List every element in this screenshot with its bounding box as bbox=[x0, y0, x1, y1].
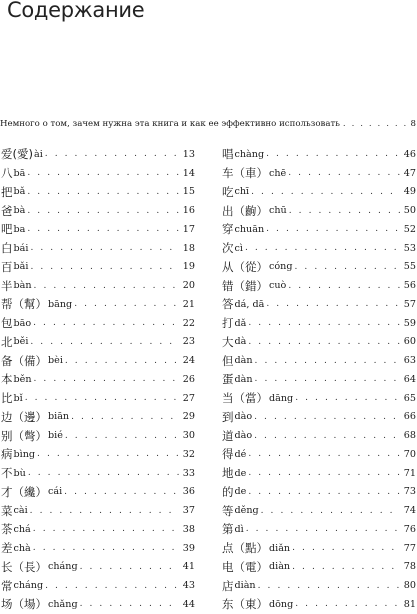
entry-page: 78 bbox=[403, 561, 416, 573]
toc-entry[interactable] bbox=[222, 314, 416, 333]
entry-page: 56 bbox=[403, 280, 416, 292]
entry-pinyin: bàn bbox=[13, 280, 32, 292]
entry-pinyin: chǎng bbox=[48, 598, 78, 610]
toc-entry[interactable] bbox=[222, 295, 416, 314]
entry-pinyin: dāng bbox=[269, 392, 294, 404]
dot-leader bbox=[244, 524, 400, 534]
dot-leader bbox=[292, 262, 400, 272]
dot-leader bbox=[246, 468, 400, 478]
toc-entry[interactable] bbox=[1, 426, 195, 445]
dot-leader bbox=[69, 412, 179, 422]
dot-leader bbox=[63, 356, 179, 366]
entry-hanzi: 出（齣） bbox=[222, 203, 268, 218]
toc-entry[interactable] bbox=[222, 464, 416, 483]
dot-leader bbox=[249, 187, 400, 197]
entry-pinyin: chá bbox=[13, 523, 31, 535]
toc-entry[interactable] bbox=[222, 520, 416, 539]
dot-leader bbox=[43, 149, 179, 159]
entry-page: 32 bbox=[182, 448, 195, 460]
entry-page: 33 bbox=[182, 467, 195, 479]
entry-hanzi: 把 bbox=[1, 184, 13, 199]
dot-leader bbox=[43, 581, 179, 591]
entry-hanzi: 边（邊） bbox=[1, 409, 47, 424]
entry-page: 38 bbox=[182, 523, 195, 535]
entry-hanzi: 当（當） bbox=[222, 391, 268, 406]
entry-pinyin: de bbox=[234, 467, 247, 479]
entry-pinyin: chàng bbox=[234, 148, 265, 160]
entry-hanzi: 大 bbox=[222, 334, 234, 349]
entry-page: 70 bbox=[403, 448, 416, 460]
dot-leader bbox=[293, 393, 400, 403]
dot-leader bbox=[287, 206, 400, 216]
dot-leader bbox=[293, 599, 400, 609]
intro-entry[interactable] bbox=[0, 119, 416, 129]
entry-pinyin: dào bbox=[234, 411, 253, 423]
entry-hanzi: 百 bbox=[1, 259, 13, 274]
entry-pinyin: dá, dā bbox=[234, 298, 265, 310]
entry-pinyin: bǐ bbox=[13, 392, 23, 404]
entry-hanzi: 白 bbox=[1, 241, 13, 256]
entry-pinyin: cì bbox=[234, 242, 243, 254]
entry-pinyin: chuān bbox=[234, 223, 265, 235]
entry-pinyin: cuò bbox=[269, 280, 287, 292]
entry-pinyin: bìng bbox=[13, 448, 36, 460]
dot-leader bbox=[31, 318, 179, 328]
entry-page: 68 bbox=[403, 430, 416, 442]
entry-hanzi: 不 bbox=[1, 466, 13, 481]
entry-page: 46 bbox=[403, 148, 416, 160]
entry-page: 76 bbox=[403, 523, 416, 535]
entry-page: 50 bbox=[403, 205, 416, 217]
entry-pinyin: dé bbox=[234, 448, 247, 460]
entry-hanzi: 差 bbox=[1, 541, 13, 556]
entry-page: 81 bbox=[403, 598, 416, 610]
toc-entry[interactable] bbox=[1, 239, 195, 258]
toc-entry[interactable] bbox=[1, 539, 195, 558]
toc-entry[interactable] bbox=[1, 595, 195, 614]
dot-leader bbox=[23, 393, 179, 403]
entry-page: 65 bbox=[403, 392, 416, 404]
entry-page: 43 bbox=[182, 580, 195, 592]
entry-hanzi: 八 bbox=[1, 166, 13, 181]
entry-hanzi: 蛋 bbox=[222, 372, 234, 387]
toc-column-right bbox=[222, 145, 416, 614]
dot-leader bbox=[31, 543, 179, 553]
toc-column-left bbox=[1, 145, 195, 614]
toc-entry[interactable] bbox=[222, 183, 416, 202]
entry-hanzi: 得 bbox=[222, 447, 234, 462]
dot-leader bbox=[264, 299, 400, 309]
entry-page: 19 bbox=[182, 261, 195, 273]
toc-entry[interactable] bbox=[1, 576, 195, 595]
entry-hanzi: 长（長） bbox=[1, 559, 47, 574]
entry-page: 74 bbox=[403, 505, 416, 517]
dot-leader bbox=[252, 412, 400, 422]
entry-page: 14 bbox=[182, 167, 195, 179]
entry-pinyin: bāo bbox=[13, 317, 32, 329]
entry-page: 44 bbox=[182, 598, 195, 610]
entry-hanzi: 别（彆） bbox=[1, 428, 47, 443]
dot-leader bbox=[25, 168, 179, 178]
dot-leader bbox=[72, 299, 179, 309]
entry-page: 53 bbox=[403, 242, 416, 254]
entry-hanzi: 从（從） bbox=[222, 259, 268, 274]
entry-page: 47 bbox=[403, 167, 416, 179]
toc-entry[interactable] bbox=[222, 595, 416, 614]
entry-pinyin: cài bbox=[13, 505, 28, 517]
entry-page: 16 bbox=[182, 205, 195, 217]
entry-pinyin: ài bbox=[33, 148, 43, 160]
dot-leader bbox=[25, 187, 179, 197]
entry-hanzi: 常 bbox=[1, 578, 13, 593]
entry-pinyin: bāng bbox=[48, 298, 73, 310]
dot-leader bbox=[25, 224, 179, 234]
entry-page: 55 bbox=[403, 261, 416, 273]
dot-leader bbox=[286, 168, 400, 178]
toc-entry[interactable] bbox=[1, 351, 195, 370]
entry-hanzi: 茶 bbox=[1, 522, 13, 537]
toc-entry[interactable] bbox=[1, 164, 195, 183]
entry-hanzi: 等 bbox=[222, 503, 234, 518]
entry-hanzi: 备（備） bbox=[1, 353, 47, 368]
toc-entry[interactable] bbox=[1, 370, 195, 389]
dot-leader bbox=[246, 318, 400, 328]
entry-pinyin: bā bbox=[13, 167, 26, 179]
dot-leader bbox=[28, 243, 179, 253]
dot-leader bbox=[78, 562, 179, 572]
entry-page: 21 bbox=[182, 298, 195, 310]
entry-page: 64 bbox=[403, 373, 416, 385]
entry-pinyin: bié bbox=[48, 430, 63, 442]
entry-hanzi: 电（電） bbox=[222, 559, 268, 574]
entry-page: 80 bbox=[403, 580, 416, 592]
entry-page: 60 bbox=[403, 336, 416, 348]
entry-page: 23 bbox=[182, 336, 195, 348]
toc-entry[interactable] bbox=[1, 183, 195, 202]
entry-pinyin: bà bbox=[13, 205, 26, 217]
dot-leader bbox=[28, 337, 179, 347]
entry-page: 59 bbox=[403, 317, 416, 329]
dot-leader bbox=[259, 506, 400, 516]
dot-leader bbox=[32, 374, 180, 384]
entry-page: 15 bbox=[182, 186, 195, 198]
entry-hanzi: 吃 bbox=[222, 184, 234, 199]
entry-pinyin: dǎ bbox=[234, 317, 247, 329]
dot-leader bbox=[290, 562, 400, 572]
entry-pinyin: diàn bbox=[269, 561, 291, 573]
entry-page: 24 bbox=[182, 355, 195, 367]
dot-leader bbox=[28, 506, 179, 516]
entry-hanzi: 点（點） bbox=[222, 541, 268, 556]
entry-hanzi: 到 bbox=[222, 409, 234, 424]
toc-entry[interactable] bbox=[1, 520, 195, 539]
dot-leader bbox=[78, 599, 179, 609]
toc-entry[interactable] bbox=[222, 558, 416, 577]
entry-pinyin: dàn bbox=[234, 373, 253, 385]
entry-page: 20 bbox=[182, 280, 195, 292]
toc-entry[interactable] bbox=[222, 201, 416, 220]
toc-entry[interactable] bbox=[222, 539, 416, 558]
entry-hanzi: 打 bbox=[222, 316, 234, 331]
dot-leader bbox=[31, 524, 179, 534]
toc-entry[interactable] bbox=[222, 276, 416, 295]
entry-page: 71 bbox=[403, 467, 416, 479]
entry-pinyin: dàn bbox=[234, 355, 253, 367]
dot-leader bbox=[340, 119, 409, 129]
entry-hanzi: 次 bbox=[222, 241, 234, 256]
entry-hanzi: 第 bbox=[222, 522, 234, 537]
entry-hanzi: 车（車） bbox=[222, 166, 268, 181]
toc-entry[interactable] bbox=[222, 389, 416, 408]
entry-page: 39 bbox=[182, 542, 195, 554]
entry-pinyin: cái bbox=[48, 486, 63, 498]
entry-page: 13 bbox=[182, 148, 195, 160]
entry-hanzi: 的 bbox=[222, 484, 234, 499]
toc-entry[interactable] bbox=[1, 314, 195, 333]
dot-leader bbox=[35, 449, 179, 459]
toc-entry[interactable] bbox=[1, 295, 195, 314]
entry-pinyin: chē bbox=[269, 167, 287, 179]
entry-page: 30 bbox=[182, 430, 195, 442]
entry-page: 26 bbox=[182, 373, 195, 385]
entry-pinyin: diǎn bbox=[269, 542, 291, 554]
toc-entry[interactable] bbox=[222, 164, 416, 183]
entry-pinyin: běi bbox=[13, 336, 29, 348]
toc-entry[interactable] bbox=[1, 464, 195, 483]
dot-leader bbox=[246, 337, 400, 347]
entry-hanzi: 但 bbox=[222, 353, 234, 368]
entry-hanzi: 包 bbox=[1, 316, 13, 331]
entry-hanzi: 店 bbox=[222, 578, 234, 593]
entry-pinyin: dōng bbox=[269, 598, 294, 610]
entry-page: 18 bbox=[182, 242, 195, 254]
entry-pinyin: bèi bbox=[48, 355, 63, 367]
dot-leader bbox=[246, 449, 400, 459]
entry-hanzi: 答 bbox=[222, 297, 234, 312]
entry-page: 37 bbox=[182, 505, 195, 517]
entry-hanzi: 病 bbox=[1, 447, 13, 462]
entry-page: 41 bbox=[182, 561, 195, 573]
entry-pinyin: dào bbox=[234, 430, 253, 442]
entry-page: 63 bbox=[403, 355, 416, 367]
toc-entry[interactable] bbox=[222, 220, 416, 239]
toc-entry[interactable] bbox=[1, 220, 195, 239]
toc-entry[interactable] bbox=[1, 389, 195, 408]
entry-pinyin: ba bbox=[13, 223, 26, 235]
dot-leader bbox=[32, 281, 179, 291]
toc-entry[interactable] bbox=[222, 258, 416, 277]
entry-pinyin: cháng bbox=[48, 561, 78, 573]
entry-hanzi: 爸 bbox=[1, 203, 13, 218]
toc-entry[interactable] bbox=[222, 501, 416, 520]
toc-entry[interactable] bbox=[222, 239, 416, 258]
dot-leader bbox=[246, 487, 400, 497]
entry-hanzi: 穿 bbox=[222, 222, 234, 237]
entry-hanzi: 错（錯） bbox=[222, 278, 268, 293]
entry-page: 49 bbox=[403, 186, 416, 198]
entry-hanzi: 场（場） bbox=[1, 597, 47, 612]
entry-hanzi: 道 bbox=[222, 428, 234, 443]
entry-page: 17 bbox=[182, 223, 195, 235]
toc-entry[interactable] bbox=[222, 333, 416, 352]
entry-hanzi: 才（纔） bbox=[1, 484, 47, 499]
entry-pinyin: diàn bbox=[234, 580, 256, 592]
toc-entry[interactable] bbox=[1, 445, 195, 464]
entry-hanzi: 帮（幫） bbox=[1, 297, 47, 312]
entry-pinyin: běn bbox=[13, 373, 32, 385]
entry-pinyin: chū bbox=[269, 205, 287, 217]
entry-hanzi: 东（東） bbox=[222, 597, 268, 612]
dot-leader bbox=[243, 243, 400, 253]
toc-entry[interactable] bbox=[222, 426, 416, 445]
toc-entry[interactable] bbox=[1, 558, 195, 577]
entry-hanzi: 菜 bbox=[1, 503, 13, 518]
intro-page-number: 8 bbox=[410, 119, 416, 129]
entry-pinyin: cóng bbox=[269, 261, 293, 273]
entry-hanzi: 地 bbox=[222, 466, 234, 481]
entry-pinyin: dì bbox=[234, 523, 244, 535]
toc-entry[interactable] bbox=[1, 408, 195, 427]
entry-hanzi: 北 bbox=[1, 334, 13, 349]
toc-entry[interactable] bbox=[222, 483, 416, 502]
toc-entry[interactable] bbox=[1, 483, 195, 502]
entry-page: 22 bbox=[182, 317, 195, 329]
toc-entry[interactable] bbox=[222, 408, 416, 427]
dot-leader bbox=[62, 487, 179, 497]
toc-entry[interactable] bbox=[222, 351, 416, 370]
entry-page: 27 bbox=[182, 392, 195, 404]
dot-leader bbox=[264, 149, 400, 159]
entry-pinyin: děng bbox=[234, 505, 259, 517]
dot-leader bbox=[253, 356, 400, 366]
toc-entry[interactable] bbox=[222, 576, 416, 595]
entry-hanzi: 比 bbox=[1, 391, 13, 406]
dot-leader bbox=[253, 374, 400, 384]
toc-entry[interactable] bbox=[1, 258, 195, 277]
toc-entry[interactable] bbox=[1, 276, 195, 295]
dot-leader bbox=[25, 206, 179, 216]
dot-leader bbox=[286, 281, 400, 291]
entry-hanzi: 唱 bbox=[222, 147, 234, 162]
entry-pinyin: bǎi bbox=[13, 261, 29, 273]
entry-page: 52 bbox=[403, 223, 416, 235]
entry-page: 77 bbox=[403, 542, 416, 554]
dot-leader bbox=[256, 581, 400, 591]
entry-pinyin: cháng bbox=[13, 580, 44, 592]
toc-entry[interactable] bbox=[1, 501, 195, 520]
dot-leader bbox=[26, 468, 179, 478]
dot-leader bbox=[264, 224, 400, 234]
entry-pinyin: chà bbox=[13, 542, 31, 554]
entry-hanzi: 本 bbox=[1, 372, 13, 387]
entry-page: 57 bbox=[403, 298, 416, 310]
toc-entry[interactable] bbox=[1, 145, 195, 164]
toc-entry[interactable] bbox=[222, 445, 416, 464]
entry-hanzi: 半 bbox=[1, 278, 13, 293]
toc-entry[interactable] bbox=[222, 145, 416, 164]
entry-pinyin: biān bbox=[48, 411, 70, 423]
entry-pinyin: de bbox=[234, 486, 247, 498]
toc-entry[interactable] bbox=[222, 370, 416, 389]
dot-leader bbox=[63, 431, 179, 441]
dot-leader bbox=[28, 262, 179, 272]
entry-pinyin: bǎ bbox=[13, 186, 26, 198]
entry-hanzi: 爱(愛) bbox=[1, 147, 33, 162]
entry-pinyin: dà bbox=[234, 336, 247, 348]
dot-leader bbox=[290, 543, 400, 553]
dot-leader bbox=[252, 431, 400, 441]
entry-pinyin: bù bbox=[13, 467, 26, 479]
entry-page: 36 bbox=[182, 486, 195, 498]
entry-pinyin: bái bbox=[13, 242, 29, 254]
entry-hanzi: 吧 bbox=[1, 222, 13, 237]
entry-pinyin: chī bbox=[234, 186, 250, 198]
page-title: Содержание bbox=[7, 0, 145, 22]
entry-page: 66 bbox=[403, 411, 416, 423]
toc-entry[interactable] bbox=[1, 201, 195, 220]
entry-page: 73 bbox=[403, 486, 416, 498]
intro-text: Немного о том, зачем нужна эта книга и как ее эффективно использовать bbox=[0, 119, 340, 129]
entry-page: 29 bbox=[182, 411, 195, 423]
toc-entry[interactable] bbox=[1, 333, 195, 352]
